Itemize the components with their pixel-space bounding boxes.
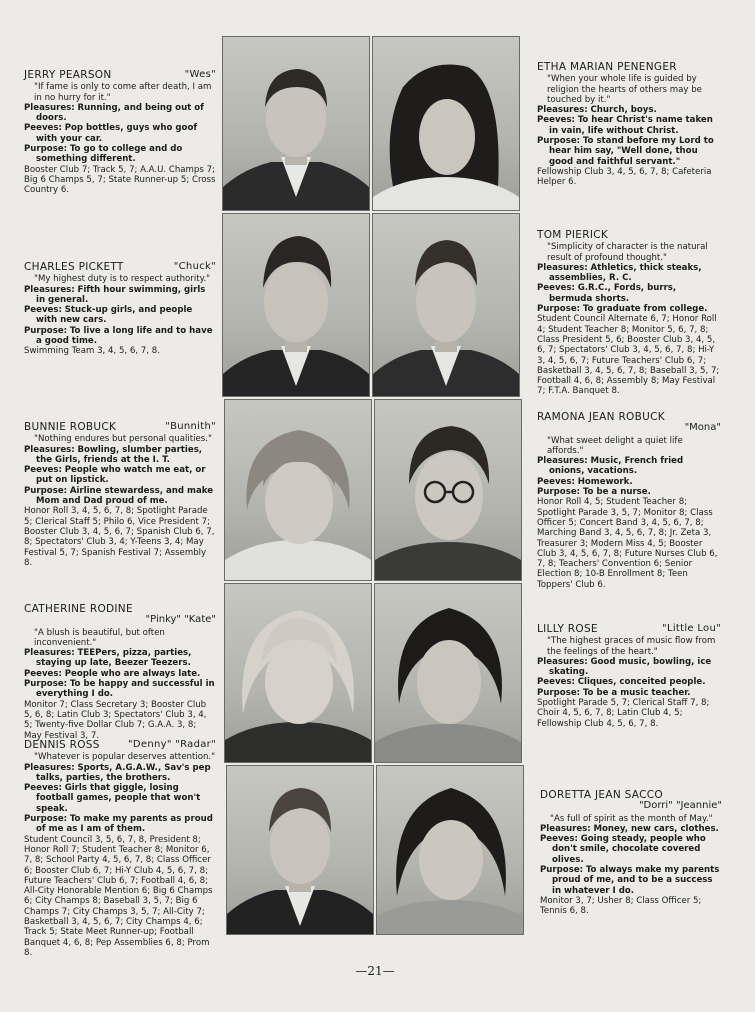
peeves-text: Homework.	[577, 476, 633, 487]
portrait-photo-catherine-rodine	[224, 583, 372, 763]
student-nickname: "Wes"	[184, 69, 216, 80]
pleasures-text: Fifth hour swimming, girls in general.	[36, 284, 206, 305]
purpose-label: Purpose:	[540, 865, 584, 876]
student-quote: "If fame is only to come after death, I am in no hurry for it."	[34, 82, 212, 103]
student-quote: "My highest duty is to respect authority."	[34, 274, 211, 285]
pleasures-label: Pleasures:	[24, 648, 75, 659]
student-nickname: "Denny" "Radar"	[128, 739, 216, 750]
pleasures-text: Bowling, slumber parties, the Girls, friends at the I. T.	[36, 444, 203, 465]
student-name: RAMONA JEAN ROBUCK	[537, 411, 665, 423]
peeves-label: Peeves:	[537, 115, 575, 126]
pleasures-text: Athletics, thick steaks, assemblies, R. C.	[549, 262, 702, 284]
portrait-photo-dennis-ross	[226, 765, 374, 935]
student-activities: Honor Roll 3, 4, 5, 6, 7, 8; Spotlight Parade 5; Clerical Staff 5; Philo 6, Vice President 7; Booster Club 3, 4, 5, 6, 7; Spanish Club 6, 7, 8; Spectators' Club 3, 4; Y-Teens 3, 4; May Festival 5, 7; Spanish Festival 7; Assembly 8.	[24, 506, 215, 568]
portrait-photo-ramona-jean-robuck	[374, 399, 522, 581]
student-activities: Spotlight Parade 5, 7; Clerical Staff 7, 8; Choir 4, 5, 6, 7, 8; Latin Club 4, 5; Fellowship Club 4, 5, 6, 7, 8.	[537, 698, 710, 729]
student-activities: Swimming Team 3, 4, 5, 6, 7, 8.	[24, 346, 160, 357]
student-name: ETHA MARIAN PENENGER	[537, 61, 677, 73]
student-quote: "When your whole life is guided by religion the hearts of others may be touched by it."	[547, 74, 702, 105]
purpose-text: To be a nurse.	[582, 487, 651, 498]
student-name: CATHERINE RODINE	[24, 603, 133, 615]
student-nickname: "Mona"	[684, 422, 721, 434]
student-nickname: "Bunnith"	[165, 421, 216, 432]
peeves-text: G.R.C., Fords, burrs, bermuda shorts.	[549, 283, 677, 304]
student-quote: "What sweet delight a quiet life affords."	[547, 435, 683, 456]
portrait-photo-charles-pickett	[222, 213, 370, 397]
bio-jerry-pearson	[24, 70, 216, 196]
pleasures-text: Money, new cars, clothes.	[593, 823, 719, 834]
pleasures-text: Church, boys.	[590, 105, 657, 116]
peeves-text: Cliques, conceited people.	[577, 677, 706, 688]
pleasures-label: Pleasures:	[24, 284, 75, 295]
student-nickname: "Little Lou"	[662, 623, 721, 634]
pleasures-label: Pleasures:	[537, 456, 588, 467]
bio-doretta-jean-sacco	[540, 790, 722, 917]
purpose-label: Purpose:	[24, 325, 68, 336]
purpose-text: To make my parents as proud of me as I am of them.	[36, 814, 213, 835]
student-name: JERRY PEARSON	[24, 69, 112, 81]
student-name: BUNNIE ROBUCK	[24, 421, 117, 433]
peeves-label: Peeves:	[24, 123, 62, 134]
purpose-label: Purpose:	[537, 487, 581, 498]
pleasures-label: Pleasures:	[537, 262, 588, 273]
purpose-text: To stand before my Lord to hear him say, "Well done, thou good and faithful servant."	[549, 136, 714, 167]
student-activities: Monitor 3, 7; Usher 8; Class Officer 5; Tennis 6, 8.	[540, 895, 702, 917]
peeves-label: Peeves:	[24, 465, 62, 476]
portrait-silhouette	[375, 400, 521, 580]
pleasures-label: Pleasures:	[24, 762, 75, 773]
pleasures-text: Running, and being out of doors.	[36, 102, 204, 124]
student-activities: Honor Roll 4, 5; Student Teacher 8; Spotlight Parade 3, 5, 7; Monitor 8; Class Officer 5; Concert Band 3, 4, 5, 6, 7, 8; Marching Band 3, 4, 5, 6, 7, 8; Jr. Zeta 3, Treasurer 3; Modern Miss 4, 5; Booster Club 3, 4, 5, 6, 7, 8; Future Nurses Club 6, 7, 8; Teachers' Convention 6; Senior Election 8; 10-B Enrollment 8; Teen Toppers' Club 6.	[537, 497, 718, 590]
purpose-label: Purpose:	[537, 136, 581, 147]
student-nickname: "Pinky" "Kate"	[145, 614, 216, 626]
student-quote: "Whatever is popular deserves attention."	[34, 752, 216, 763]
peeves-text: People who are always late.	[64, 668, 201, 679]
purpose-text: To go to college and do something different.	[36, 144, 183, 165]
pleasures-label: Pleasures:	[540, 823, 591, 834]
pleasures-label: Pleasures:	[537, 105, 588, 116]
purpose-text: To graduate from college.	[582, 304, 708, 315]
purpose-label: Purpose:	[24, 814, 68, 825]
portrait-photo-doretta-jean-sacco	[376, 765, 524, 935]
purpose-text: Airline stewardess, and make Mom and Dad proud of me.	[36, 485, 214, 507]
purpose-label: Purpose:	[24, 144, 68, 155]
student-activities: Monitor 7; Class Secretary 3; Booster Club 5, 6, 8; Latin Club 3; Spectators' Club 3, 4, 5; Twenty-five Dollar Club 7; G.A.A. 3, 8; May Festival 3, 7.	[24, 699, 207, 741]
student-name: DORETTA JEAN SACCO	[540, 789, 663, 801]
pleasures-text: Music, French fried onions, vacations.	[549, 456, 684, 477]
bio-tom-pierick	[537, 230, 721, 397]
student-name: LILLY ROSE	[537, 623, 598, 635]
portrait-silhouette	[223, 37, 369, 210]
peeves-text: Girls that giggle, losing football games, people that won't speak.	[36, 783, 201, 814]
student-nickname: "Dorri" "Jeannie"	[638, 800, 722, 812]
portrait-silhouette	[225, 584, 371, 762]
peeves-text: Stuck-up girls, and people with new cars.	[36, 305, 193, 326]
peeves-label: Peeves:	[24, 305, 62, 316]
pleasures-text: Sports, A.G.A.W., Sav's pep talks, parties, the brothers.	[36, 762, 211, 783]
student-activities: Student Council 3, 5, 6, 7, 8, President 8; Honor Roll 7; Student Teacher 8; Monitor 6, 7, 8; School Party 4, 5, 6, 7, 8; Class Officer 6; Booster Club 6, 7; Hi-Y Club 4, 5, 6, 7, 8; Future Teachers' Club 6, 7; Football 4, 6, 8; All-City Honorable Mention 6; Big 6 Champs 6; City Champs 8; Baseball 3, 5, 7; Big 6 Champs 7; City Champs 3, 5, 7; All-City 7; Basketball 3, 4, 5, 6, 7; City Champs 4, 6; Track 5; State Meet Runner-up; Football Banquet 4, 6, 8; Pep Assemblies 6, 8; Prom 8.	[24, 834, 213, 958]
pleasures-label: Pleasures:	[537, 656, 588, 667]
portrait-silhouette	[373, 37, 519, 210]
pleasures-label: Pleasures:	[24, 444, 75, 455]
page-number: —21—	[355, 964, 395, 978]
peeves-text: Pop bottles, guys who goof with your car.	[36, 123, 198, 144]
peeves-label: Peeves:	[24, 668, 62, 679]
student-activities: Student Council Alternate 6, 7; Honor Roll 4; Student Teacher 8; Monitor 5, 6, 7, 8; Class President 5, 6; Booster Club 3, 4, 5, 6, 7; Spectators' Club 3, 4, 5, 6, 7, 8; Hi-Y 3, 4, 5, 6, 7; Future Teachers' Club 6, 7; Basketball 3, 4, 5, 6, 7, 8; Baseball 3, 5, 7; Football 4, 6, 8; Assembly 8; May Festival 7; F.T.A. Banquet 8.	[537, 314, 720, 397]
purpose-text: To always make my parents proud of me, and to be a success in whatever I do.	[552, 865, 720, 896]
portrait-photo-etha-marian-penenger	[372, 36, 520, 211]
portrait-photo-bunnie-robuck	[224, 399, 372, 581]
bio-etha-marian-penenger	[537, 62, 721, 188]
student-quote: "The highest graces of music flow from the feelings of the heart."	[547, 636, 716, 657]
purpose-text: To be a music teacher.	[582, 687, 691, 698]
peeves-label: Peeves:	[540, 834, 578, 845]
student-name: CHARLES PICKETT	[24, 261, 124, 273]
bio-charles-pickett	[24, 262, 216, 357]
peeves-label: Peeves:	[24, 783, 62, 794]
bio-catherine-rodine	[24, 604, 216, 741]
peeves-text: To hear Christ's name taken in vain, life without Christ.	[549, 115, 713, 136]
purpose-label: Purpose:	[537, 304, 581, 315]
portrait-photo-jerry-pearson	[222, 36, 370, 211]
portrait-silhouette	[377, 766, 523, 934]
student-quote: "Simplicity of character is the natural result of profound thought."	[547, 242, 708, 263]
portrait-silhouette	[223, 214, 369, 396]
pleasures-text: Good music, bowling, ice skating.	[549, 656, 712, 678]
student-activities: Fellowship Club 3, 4, 5, 6, 7, 8; Cafeteria Helper 6.	[537, 166, 712, 188]
pleasures-label: Pleasures:	[24, 102, 75, 113]
student-quote: "Nothing endures but personal qualities."	[34, 434, 212, 445]
portrait-silhouette	[227, 766, 373, 934]
peeves-label: Peeves:	[537, 677, 575, 688]
peeves-label: Peeves:	[537, 283, 575, 294]
peeves-label: Peeves:	[537, 476, 575, 487]
student-nickname: "Chuck"	[173, 261, 216, 272]
portrait-photo-lilly-rose	[374, 583, 522, 763]
purpose-label: Purpose:	[24, 679, 68, 690]
purpose-text: To live a long life and to have a good time.	[36, 325, 213, 347]
peeves-text: People who watch me eat, or put on lipstick.	[36, 465, 206, 486]
purpose-label: Purpose:	[537, 687, 581, 698]
student-quote: "As full of spirit as the month of May."	[550, 813, 713, 824]
student-quote: "A blush is beautiful, but often inconvenient."	[34, 627, 165, 648]
bio-bunnie-robuck	[24, 422, 216, 568]
portrait-silhouette	[373, 214, 519, 396]
purpose-text: To be happy and successful in everything I do.	[36, 679, 215, 700]
portrait-silhouette	[375, 584, 521, 762]
student-name: TOM PIERICK	[537, 229, 609, 241]
peeves-text: Going steady, people who don't smile, chocolate covered olives.	[552, 834, 706, 865]
student-activities: Booster Club 7; Track 5, 7; A.A.U. Champs 7; Big 6 Champs 5, 7; State Runner-up 5; Cross Country 6.	[24, 164, 216, 196]
portrait-silhouette	[225, 400, 371, 580]
portrait-photo-tom-pierick	[372, 213, 520, 397]
purpose-label: Purpose:	[24, 485, 68, 496]
bio-lilly-rose	[537, 624, 721, 729]
pleasures-text: TEEPers, pizza, parties, staying up late, Beezer Teezers.	[36, 648, 192, 669]
bio-dennis-ross	[24, 740, 216, 958]
student-name: DENNIS ROSS	[24, 739, 100, 751]
bio-ramona-jean-robuck	[537, 412, 721, 590]
